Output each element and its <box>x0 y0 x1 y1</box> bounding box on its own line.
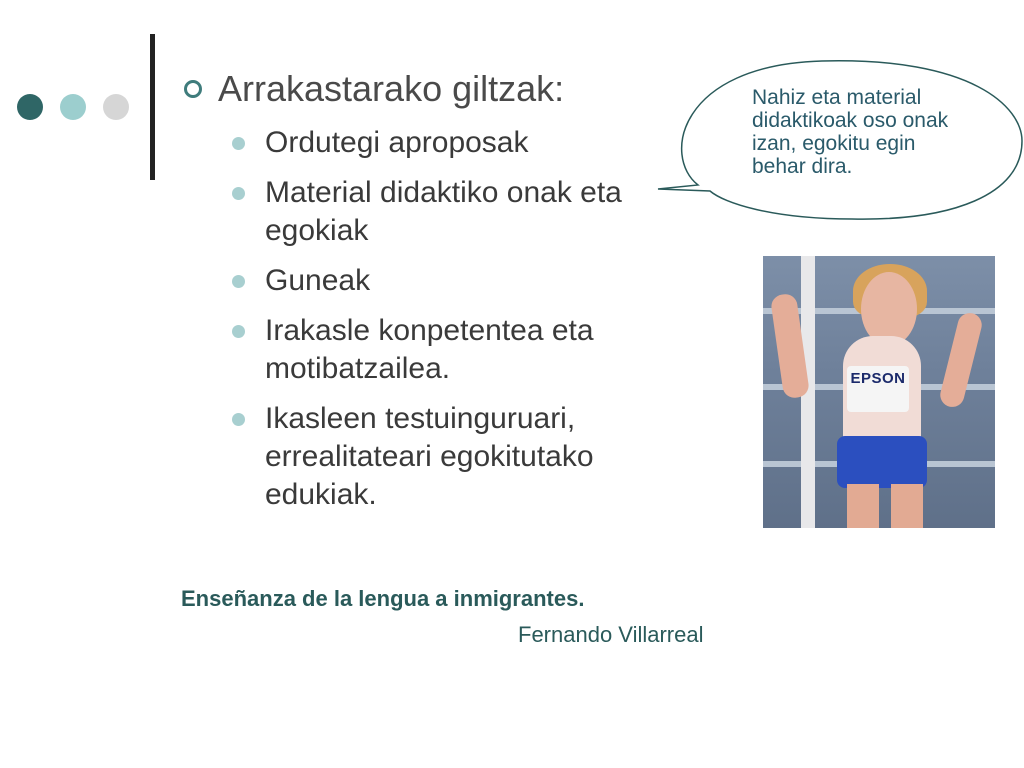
list-item-text: Ordutegi aproposak <box>265 126 529 159</box>
decorative-dot-dark <box>17 94 43 120</box>
photo-arm <box>938 311 985 410</box>
bullet-icon <box>232 187 245 200</box>
list-item <box>232 174 672 250</box>
decorative-dot-light <box>103 94 129 120</box>
bullet-icon <box>232 137 245 150</box>
footer-title: Enseñanza de la lengua a inmigrantes. <box>181 586 585 611</box>
bullet-icon <box>232 275 245 288</box>
list-item <box>232 312 672 388</box>
decorative-vertical-line <box>150 34 155 180</box>
title-bullet-icon <box>184 80 202 98</box>
footer-author: Fernando Villarreal <box>518 622 704 647</box>
photo-leg <box>891 484 923 528</box>
list-item <box>232 124 672 162</box>
photo-head <box>861 272 917 346</box>
list-item-text: Irakasle konpetentea eta motibatzailea. <box>265 314 594 385</box>
bullet-icon <box>232 325 245 338</box>
photo-bib-text: EPSON <box>850 370 906 387</box>
photo-shorts <box>837 436 927 488</box>
athlete-photo <box>763 256 995 528</box>
list-item <box>232 262 672 300</box>
bullet-list <box>232 124 672 526</box>
decorative-dot-medium <box>60 94 86 120</box>
list-item-text: Material didaktiko onak eta egokiak <box>265 176 622 247</box>
photo-leg <box>847 484 879 528</box>
list-item-text: Ikasleen testuinguruari, errealitateari egokitutako edukiak. <box>265 402 594 511</box>
list-item <box>232 400 672 514</box>
bullet-icon <box>232 413 245 426</box>
slide-title: Arrakastarako giltzak: <box>218 68 565 109</box>
list-item-text: Guneak <box>265 264 371 297</box>
speech-bubble-text: Nahiz eta material didaktikoak oso onak izan, egokitu egin behar dira. <box>752 86 949 178</box>
